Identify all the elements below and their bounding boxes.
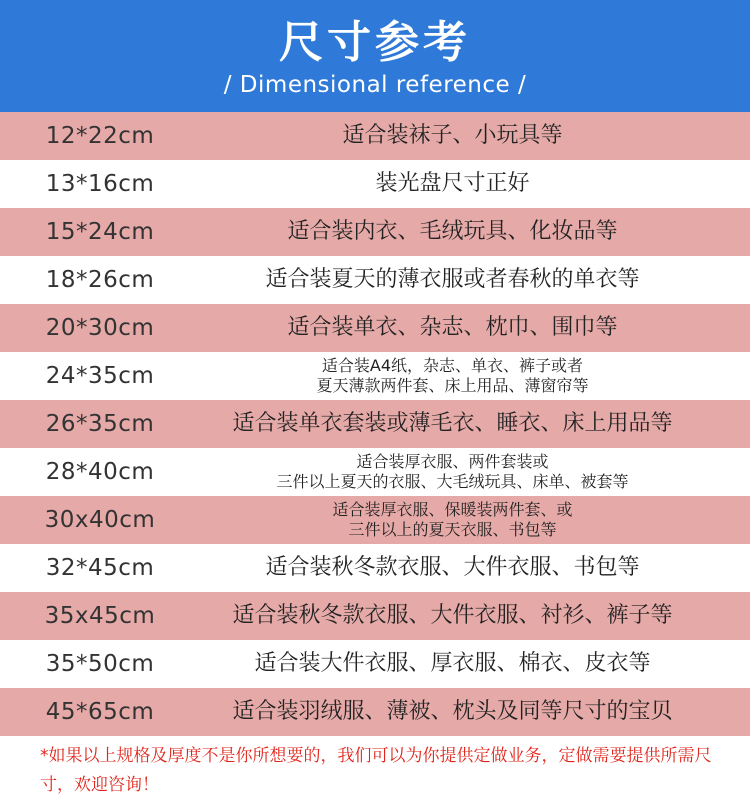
table-row: [0, 544, 750, 592]
usage-description: [200, 688, 705, 736]
table-row: [0, 304, 750, 352]
size-label: 12*22cm: [45, 123, 155, 149]
table-row: [0, 256, 750, 304]
table-row: [0, 160, 750, 208]
size-label: 28*40cm: [45, 459, 155, 485]
table-row: [0, 208, 750, 256]
size-table: [0, 112, 750, 736]
size-label: 26*35cm: [45, 411, 155, 437]
page-subtitle: / Dimensional reference /: [223, 72, 527, 98]
size-label: 30x40cm: [44, 507, 156, 533]
usage-description: [200, 304, 705, 352]
size-label: 35*50cm: [45, 651, 155, 677]
custom-order-note: *如果以上规格及厚度不是你所想要的，我们可以为你提供定做业务，定做需要提供所需尺寸，欢迎咨询！: [40, 746, 712, 795]
usage-line: 适合装单衣套装或薄毛衣、睡衣、床上用品等: [232, 411, 673, 436]
size-label: 13*16cm: [45, 171, 155, 197]
usage-line: 三件以上的夏天衣服、书包等: [348, 520, 557, 539]
usage-line: 适合装大件衣服、厚衣服、棉衣、皮衣等: [254, 651, 651, 676]
usage-description: [200, 592, 705, 640]
usage-line: 适合装厚衣服、保暖装两件套、或: [332, 500, 573, 519]
table-row: [0, 688, 750, 736]
usage-description: [200, 400, 705, 448]
usage-description: [200, 112, 705, 160]
usage-line: 三件以上夏天的衣服、大毛绒玩具、床单、被套等: [276, 472, 629, 491]
usage-line: 适合装夏天的薄衣服或者春秋的单衣等: [265, 267, 640, 292]
header-banner: [0, 0, 750, 112]
usage-line: 适合装秋冬款衣服、大件衣服、书包等: [265, 555, 640, 580]
usage-description: [200, 160, 705, 208]
size-label: 45*65cm: [45, 699, 155, 725]
usage-description: [200, 544, 705, 592]
table-row: [0, 112, 750, 160]
table-row: [0, 448, 750, 496]
size-label: 24*35cm: [45, 363, 155, 389]
table-row: [0, 400, 750, 448]
table-row: [0, 640, 750, 688]
size-label: 35x45cm: [44, 603, 156, 629]
usage-description: [200, 448, 705, 496]
table-row: [0, 352, 750, 400]
table-row: [0, 592, 750, 640]
usage-line: 夏天薄款两件套、床上用品、薄窗帘等: [316, 376, 589, 395]
size-label: 20*30cm: [45, 315, 155, 341]
usage-line: 适合装A4纸，杂志、单衣、裤子或者: [321, 356, 584, 375]
usage-line: 适合装内衣、毛绒玩具、化妆品等: [287, 219, 618, 244]
page-title: 尺寸参考: [279, 17, 471, 68]
usage-line: 装光盘尺寸正好: [375, 171, 530, 196]
usage-description: [200, 640, 705, 688]
usage-description: [200, 256, 705, 304]
table-row: [0, 496, 750, 544]
usage-line: 适合装单衣、杂志、枕巾、围巾等: [287, 315, 618, 340]
usage-line: 适合装袜子、小玩具等: [342, 123, 563, 148]
usage-description: [200, 352, 705, 400]
size-label: 32*45cm: [45, 555, 155, 581]
usage-line: 适合装秋冬款衣服、大件衣服、衬衫、裤子等: [232, 603, 673, 628]
usage-description: [200, 208, 705, 256]
size-label: 15*24cm: [45, 219, 155, 245]
usage-line: 适合装羽绒服、薄被、枕头及同等尺寸的宝贝: [232, 699, 673, 724]
usage-line: 适合装厚衣服、两件套装或: [356, 452, 549, 471]
size-label: 18*26cm: [45, 267, 155, 293]
usage-description: [200, 496, 705, 544]
